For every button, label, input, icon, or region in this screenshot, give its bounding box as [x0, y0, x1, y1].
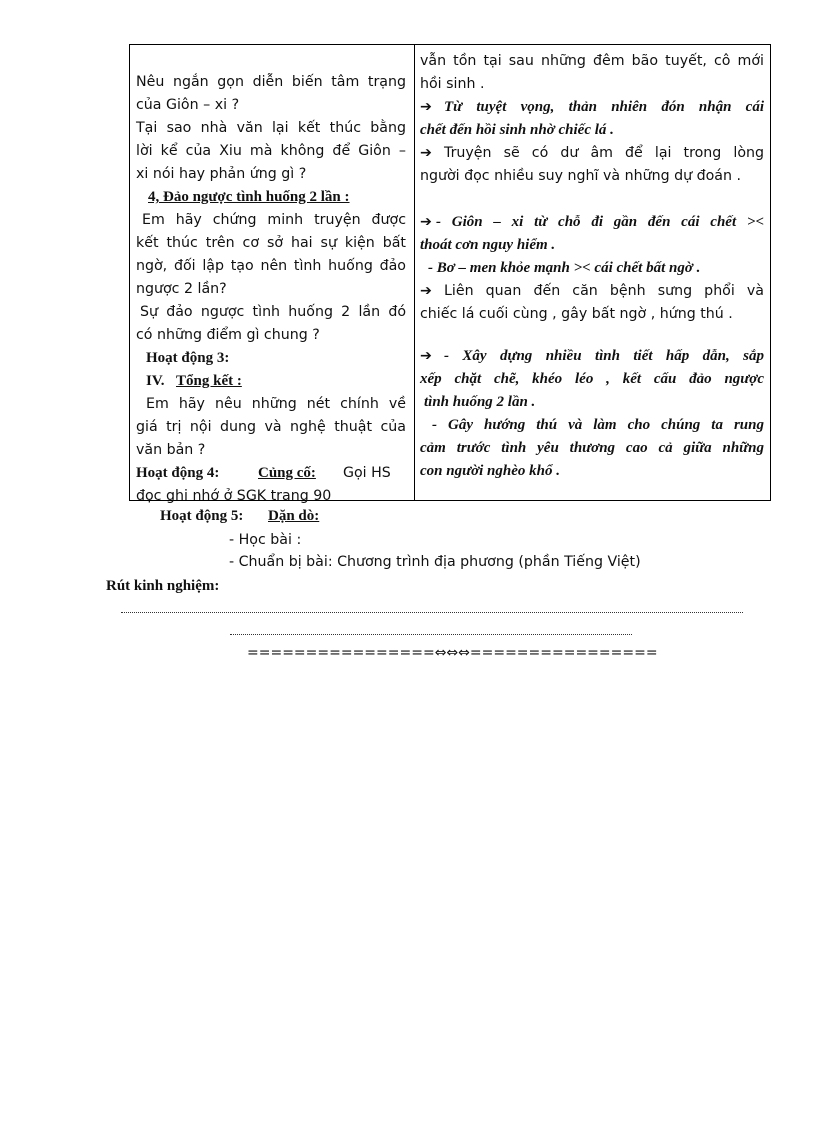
arrow-icon: ➔: [420, 214, 432, 230]
left-line: văn bản ?: [136, 442, 206, 458]
right-line: chiếc lá cuối cùng , gây bất ngờ , hứng thú .: [420, 306, 733, 322]
left-line: Tại sao nhà văn lại kết thúc bằng: [136, 120, 406, 136]
arrow-icon: ➔: [420, 348, 432, 364]
homework-heading: Dặn dò:: [268, 508, 320, 524]
right-line: thoát cơn nguy hiểm .: [420, 237, 556, 253]
left-line: Sự đảo ngược tình huống 2 lần đó: [140, 304, 406, 320]
left-line: Em hãy nêu những nét chính về: [146, 396, 406, 412]
consolidation-heading: Củng cố:: [258, 465, 316, 481]
activity-3-label: Hoạt động 3:: [146, 350, 230, 366]
lesson-table: [129, 44, 771, 504]
left-line: Nêu ngắn gọn diễn biến tâm trạng: [136, 74, 406, 90]
right-line: hồi sinh .: [420, 76, 485, 92]
dotted-line: [121, 612, 743, 613]
left-line: giá trị nội dung và nghệ thuật của: [136, 419, 406, 435]
column-divider: [414, 45, 415, 500]
right-line: vẫn tồn tại sau những đêm bão tuyết, cô mới: [420, 53, 764, 69]
left-line: ngược 2 lần?: [136, 281, 227, 297]
homework-item: - Chuẩn bị bài: Chương trình địa phương (phần Tiếng Việt): [229, 554, 641, 570]
left-line: có những điểm gì chung ?: [136, 327, 320, 343]
separator-line: ================⇔⇔⇔================: [247, 645, 658, 661]
activity-4-label: Hoạt động 4:: [136, 465, 220, 481]
right-line: chết đến hồi sinh nhờ chiếc lá .: [420, 122, 614, 138]
left-line: ngờ, đối lập tạo nên tình huống đảo: [136, 258, 406, 274]
right-line: cảm trước tình yêu thương cao cả giữa những: [420, 440, 764, 456]
left-line: của Giôn – xi ?: [136, 97, 240, 113]
left-line: xi nói hay phản ứng gì ?: [136, 166, 307, 182]
right-line: Liên quan đến căn bệnh sưng phổi và: [444, 283, 764, 299]
left-line: lời kể của Xiu mà không để Giôn –: [136, 143, 406, 159]
right-line: - Giôn – xi từ chỗ đi gần đến cái chết ><: [436, 214, 764, 230]
right-line: xếp chặt chẽ, khéo léo , kết cấu đảo ngược: [420, 371, 764, 387]
dotted-line: [230, 634, 632, 635]
right-line: người đọc nhiều suy nghĩ và những dự đoán .: [420, 168, 741, 184]
summary-heading: Tổng kết :: [176, 373, 242, 389]
right-line: Truyện sẽ có dư âm để lại trong lòng: [444, 145, 764, 161]
section-4-numeral: IV.: [146, 373, 165, 389]
experience-heading: Rút kinh nghiệm:: [106, 578, 220, 594]
right-line: - Bơ – men khỏe mạnh >< cái chết bất ngờ .: [428, 260, 701, 276]
activity-5-label: Hoạt động 5:: [160, 508, 244, 524]
left-line: đọc ghi nhớ ở SGK trang 90: [136, 488, 332, 504]
right-line: tình huống 2 lần .: [424, 394, 536, 410]
left-line: Em hãy chứng minh truyện được: [142, 212, 406, 228]
right-line: - Gây hướng thú và làm cho chúng ta rung: [432, 417, 764, 433]
section-heading-4: 4, Đảo ngược tình huống 2 lần :: [148, 189, 350, 205]
right-line: con người nghèo khổ .: [420, 463, 560, 479]
homework-item: - Học bài :: [229, 532, 302, 548]
left-line: Gọi HS: [343, 465, 391, 481]
arrow-icon: ➔: [420, 283, 432, 299]
arrow-icon: ➔: [420, 145, 432, 161]
left-line: kết thúc trên cơ sở hai sự kiện bất: [136, 235, 406, 251]
arrow-icon: ➔: [420, 99, 432, 115]
right-line: - Xây dựng nhiều tình tiết hấp dẫn, sắp: [444, 348, 764, 364]
right-line: Từ tuyệt vọng, thản nhiên đón nhận cái: [444, 99, 764, 115]
